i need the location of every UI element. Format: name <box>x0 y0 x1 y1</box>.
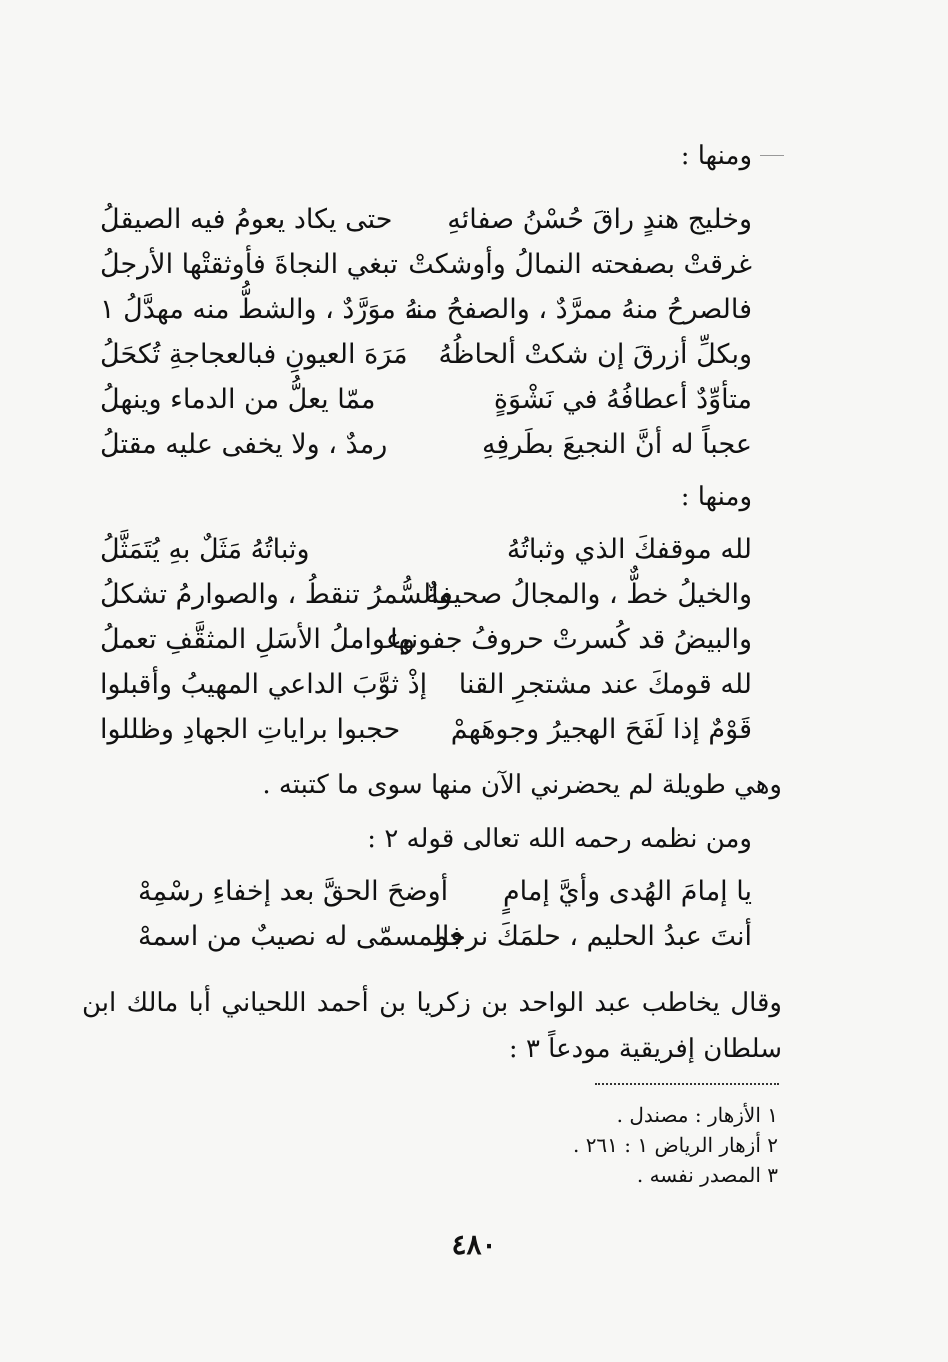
hemistich-second: ـهُ موَرَّدٌ ، والشطُّ منه مهدَّلُ ١ <box>100 294 427 325</box>
verse-row <box>0 665 948 710</box>
hemistich-second: رمدٌ ، ولا يخفى عليه مقتلُ <box>100 429 388 460</box>
hemistich-second: فالمسمّى له نصيبٌ من اسمهْ <box>138 921 464 952</box>
hemistich-second: وعواملُ الأسَلِ المثقَّفِ تعملُ <box>100 624 415 655</box>
hemistich-second: ممّا يعلُّ من الدماء وينهلُ <box>100 384 376 415</box>
hemistich-first: أنتَ عبدُ الحليم ، حلمَكَ نرجو <box>435 921 752 952</box>
hemistich-first: لله قومكَ عند مشتجرِ القنا <box>458 669 752 700</box>
hemistich-first: يا إمامَ الهُدى وأيَّ إمامٍ <box>502 876 752 907</box>
verse-row <box>0 200 948 245</box>
hemistich-second: إذْ ثوَّبَ الداعي المهيبُ وأقبلوا <box>100 669 428 700</box>
intro-line-2: ومنها : <box>680 482 752 512</box>
hemistich-first: وبكلِّ أزرقَ إن شكتْ ألحاظُهُ <box>438 339 752 370</box>
verse-row <box>0 575 948 620</box>
hemistich-first: غرقتْ بصفحته النمالُ وأوشكتْ <box>408 249 752 280</box>
hemistich-second: والسُّمرُ تنقطُ ، والصوارمُ تشكلُ <box>100 579 452 610</box>
margin-mark <box>760 155 784 156</box>
verse-row <box>0 290 948 335</box>
hemistich-first: قَوْمٌ إذا لَفَحَ الهجيرُ وجوهَهمْ <box>450 714 752 745</box>
intro-line-1: ومنها : <box>680 141 752 171</box>
hemistich-second: مَرَهَ العيونِ فبالعجاجةِ تُكحَلُ <box>100 339 408 370</box>
hemistich-first: لله موقفكَ الذي وثباتُهُ <box>506 534 752 565</box>
footnote-item: ١ الأزهار : مصندل . <box>616 1103 778 1127</box>
prose-line-1: وهي طويلة لم يحضرني الآن منها سوى ما كتبته . <box>262 770 782 800</box>
verse-row <box>0 917 948 962</box>
verse-row <box>0 380 948 425</box>
footnotes <box>573 1100 778 1190</box>
prose-paragraph-2: وقال يخاطب عبد الواحد بن زكريا بن أحمد اللحياني أبا مالك ابن سلطان إفريقية مودعاً ٣ : <box>82 988 782 1064</box>
hemistich-second: تبغي النجاةَ فأوثقتْها الأرجلُ <box>100 249 398 280</box>
hemistich-second: حتى يكاد يعومُ فيه الصيقلُ <box>100 204 393 235</box>
hemistich-first: وخليج هندٍ راقَ حُسْنُ صفائهِ <box>447 204 752 235</box>
hemistich-second: أوضحَ الحقَّ بعد إخفاءِ رسْمِهْ <box>138 876 449 907</box>
footnote-item: ٢ أزهار الرياض ١ : ٢٦١ . <box>572 1133 778 1157</box>
intro-line-3: ومن نظمه رحمه الله تعالى قوله ٢ : <box>367 824 752 854</box>
hemistich-first: والخيلُ خطٌّ ، والمجالُ صحيفةٌ <box>425 579 752 610</box>
hemistich-second: وثباتُهُ مَثَلٌ بهِ يُتَمَثَّلُ <box>100 534 310 565</box>
page-number: ٤٨٠ <box>451 1228 497 1261</box>
hemistich-first: فالصرحُ منهُ ممرَّدٌ ، والصفحُ منـ <box>407 294 752 325</box>
verse-row <box>0 425 948 470</box>
footnote-separator <box>595 1083 779 1085</box>
poem-2 <box>0 530 948 755</box>
verse-row <box>0 620 948 665</box>
verse-row <box>0 530 948 575</box>
verse-row <box>0 335 948 380</box>
hemistich-first: متأوِّدٌ أعطافُهُ في نَشْوَةٍ <box>493 384 752 415</box>
verse-row <box>0 872 948 917</box>
poem-1 <box>0 200 948 470</box>
verse-row <box>0 245 948 290</box>
hemistich-second: حجبوا براياتِ الجهادِ وظللوا <box>100 714 401 745</box>
poem-3 <box>0 872 948 962</box>
verse-row <box>0 710 948 755</box>
footnote-item: ٣ المصدر نفسه . <box>636 1163 778 1187</box>
hemistich-first: والبيضُ قد كُسرتْ حروفُ جفونها <box>390 624 752 655</box>
hemistich-first: عجباً له أنَّ النجيعَ بطَرفِهِ <box>481 429 752 460</box>
